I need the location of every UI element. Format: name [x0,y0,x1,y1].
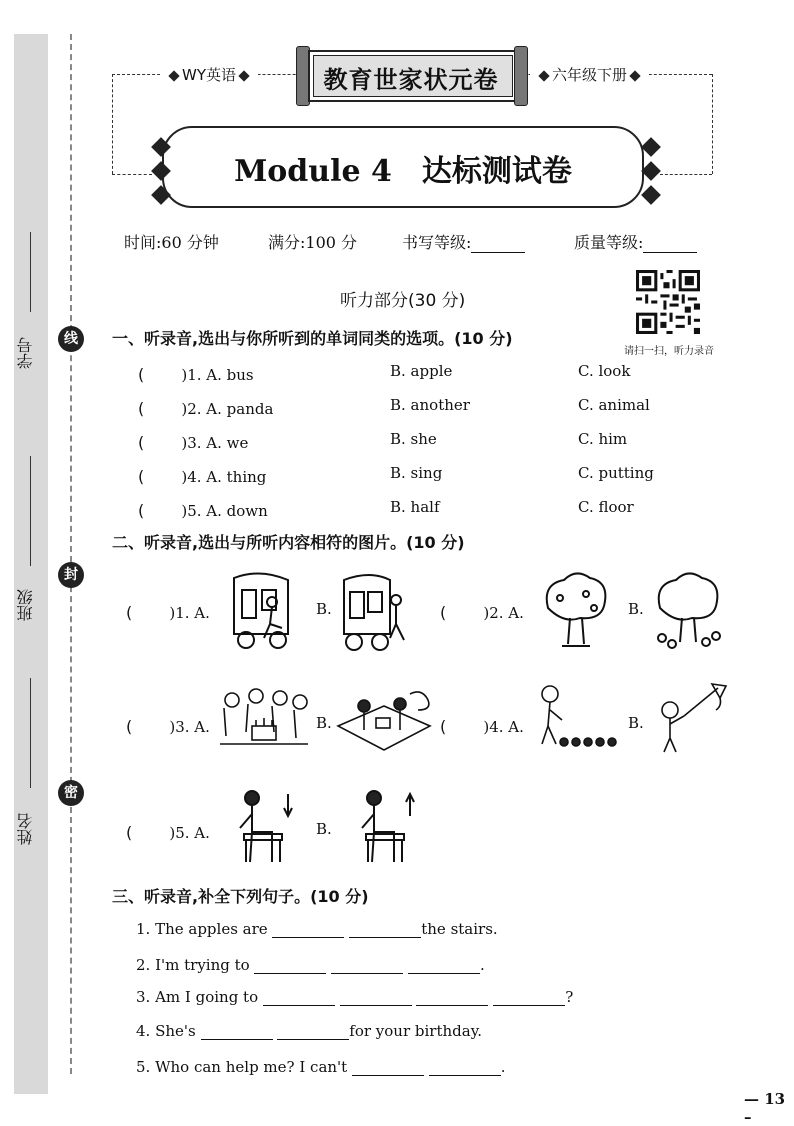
s1-q4-a: )4. A. thing [181,468,267,486]
answer-paren[interactable]: ( [440,717,484,736]
s1-q2-b: B. another [390,396,470,414]
bus-boy-getting-off-image[interactable] [340,570,412,656]
s3-s4-end: for your birthday. [349,1022,482,1040]
s1-q1-c: C. look [578,362,631,380]
s1-q5-c: C. floor [578,498,634,516]
id-blank-line [30,232,31,312]
s3-s2-start: 2. I'm trying to [136,956,250,974]
fill-blank[interactable] [272,921,344,938]
s3-s5-start: 5. Who can help me? I can't [136,1058,348,1076]
s1-q3-c: C. him [578,430,628,448]
title-banner [162,126,644,208]
qr-code-icon[interactable] [636,270,700,334]
writing-grade [402,230,525,253]
s2-q4-a: )4. A. [483,718,524,736]
cut-line [70,34,72,1074]
fill-blank[interactable] [352,1059,424,1076]
s3-sentence1 [136,920,498,938]
s3-s2-end: . [480,956,485,974]
name-label: 姓名 [16,813,35,845]
answer-paren[interactable]: ( [138,433,182,452]
seal-line: 线 [58,326,84,352]
listening-title: 听力部分(30 分) [340,291,466,311]
s3-s1-end: the stairs. [421,920,498,938]
s2-q3-b: B. [316,714,332,732]
apple-tree-fallen-apples-image[interactable] [650,568,726,654]
seal-seal: 封 [58,562,84,588]
girl-with-balls-image[interactable] [534,680,620,756]
s1-q1-b: B. apple [390,362,453,380]
page-title: Module 4 达标测试卷 [234,154,572,189]
subject-tag-text: WY英语 [182,66,236,84]
s2-q4 [440,714,524,737]
diamond-icon [168,70,179,81]
man-sitting-down-image[interactable] [230,788,302,868]
fill-blank[interactable] [331,957,403,974]
girl-flying-kite-image[interactable] [648,680,732,756]
answer-paren[interactable]: ( [138,467,182,486]
page-number: — 13 – [744,1090,786,1126]
binding-strip [14,34,48,1094]
answer-paren[interactable]: ( [126,717,170,736]
s1-q5 [138,498,268,521]
man-standing-up-image[interactable] [352,788,424,868]
fill-blank[interactable] [429,1059,501,1076]
s2-q5-b: B. [316,820,332,838]
header-dash-right [712,74,713,174]
s3-s1-start: 1. The apples are [136,920,268,938]
header-dash-left [112,74,113,174]
s3-sentence3 [136,988,573,1006]
s1-q5-a: )5. A. down [181,502,268,520]
s3-s4-start: 4. She's [136,1022,196,1040]
answer-paren[interactable]: ( [126,823,170,842]
qr-caption: 请扫一扫，听力录音 [624,346,714,357]
fill-blank[interactable] [254,957,326,974]
answer-paren[interactable]: ( [440,603,484,622]
birthday-party-image[interactable] [216,686,312,752]
full-score: 满分:100 分 [268,233,358,252]
fill-blank[interactable] [340,989,412,1006]
scroll-banner [296,46,526,106]
s1-q1-a: )1. A. bus [181,366,254,384]
fill-blank[interactable] [263,989,335,1006]
diamond-icon [629,70,640,81]
diamond-icon [238,70,249,81]
s2-q5 [126,820,210,843]
fill-blank[interactable] [201,1023,273,1040]
s3-s3-start: 3. Am I going to [136,988,259,1006]
s3-sentence2 [136,956,485,974]
s3-sentence5 [136,1058,506,1076]
seal-secret: 密 [58,780,84,806]
student-id-label: 学号 [16,337,35,369]
right-diamonds [644,136,658,212]
left-diamonds [154,136,168,212]
header-dash-bottom-left [112,174,152,175]
s1-q3 [138,430,248,453]
section3-title: 三、听录音,补全下列句子。(10 分) [112,887,369,906]
class-blank-line [30,456,31,566]
name-blank-line [30,678,31,788]
s1-q4-c: C. putting [578,464,654,482]
writing-grade-blank[interactable] [471,236,525,253]
section1-title: 一、听录音,选出与你所听到的单词同类的选项。(10 分) [112,329,513,348]
bus-boy-getting-on-image[interactable] [224,568,296,654]
s1-q3-b: B. she [390,430,437,448]
fill-blank[interactable] [493,989,565,1006]
s2-q2-a: )2. A. [483,604,524,622]
apple-tree-image[interactable] [538,568,614,654]
writing-grade-label: 书写等级: [402,233,472,252]
s1-q2 [138,396,273,419]
grade-tag-text: 六年级下册 [552,66,628,84]
s2-q2-b: B. [628,600,644,618]
s1-q2-a: )2. A. panda [181,400,274,418]
quality-grade-label: 质量等级: [574,233,644,252]
fill-blank[interactable] [277,1023,349,1040]
s2-q1 [126,600,210,623]
picnic-image[interactable] [334,686,434,754]
s1-q4 [138,464,266,487]
s3-s3-end: ? [565,988,574,1006]
s2-q1-a: )1. A. [169,604,210,622]
exam-time: 时间:60 分钟 [124,233,219,252]
header-dash-bottom-right [660,174,712,175]
s1-q4-b: B. sing [390,464,443,482]
s3-s5-end: . [500,1058,506,1076]
fill-blank[interactable] [416,989,488,1006]
s1-q2-c: C. animal [578,396,650,414]
s1-q1 [138,362,254,385]
s2-q2 [440,600,524,623]
answer-paren[interactable]: ( [138,501,182,520]
section2-title: 二、听录音,选出与所听内容相符的图片。(10 分) [112,533,465,552]
s2-q3 [126,714,210,737]
answer-paren[interactable]: ( [138,365,182,384]
subject-tag [160,64,258,85]
series-title: 教育世家状元卷 [323,66,499,94]
fill-blank[interactable] [349,921,421,938]
s2-q3-a: )3. A. [169,718,210,736]
s2-q1-b: B. [316,600,332,618]
class-label: 班级 [16,589,35,621]
s2-q4-b: B. [628,714,644,732]
quality-grade [574,230,697,253]
s3-sentence4 [136,1022,482,1040]
s2-q5-a: )5. A. [169,824,210,842]
answer-paren[interactable]: ( [138,399,182,418]
grade-tag [530,64,649,85]
s1-q3-a: )3. A. we [181,434,249,452]
quality-grade-blank[interactable] [643,236,697,253]
s1-q5-b: B. half [390,498,440,516]
fill-blank[interactable] [408,957,480,974]
diamond-icon [538,70,549,81]
answer-paren[interactable]: ( [126,603,170,622]
